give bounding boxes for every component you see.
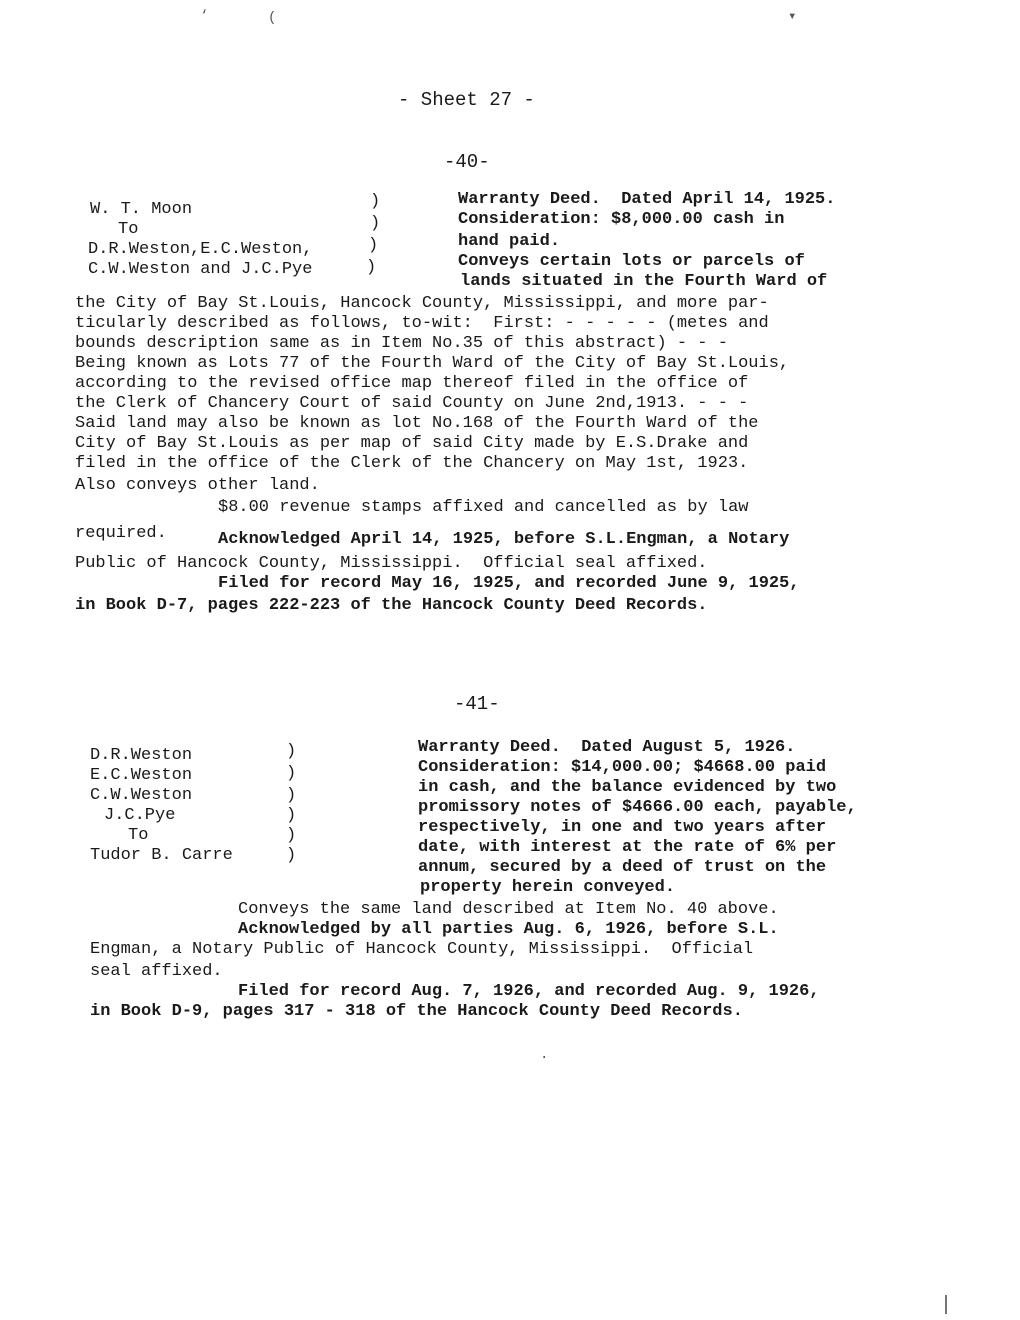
summary-line: promissory notes of $4666.00 each, payable, xyxy=(418,798,857,817)
grantor-line: J.C.Pye xyxy=(104,806,176,825)
bracket: ) xyxy=(286,806,297,825)
bracket: ) xyxy=(370,214,381,233)
summary-line: annum, secured by a deed of trust on the xyxy=(418,858,827,877)
summary-line: property herein conveyed. xyxy=(420,878,676,897)
summary-line: hand paid. xyxy=(458,232,561,251)
body-line: filed in the office of the Clerk of the Chancery on May 1st, 1923. xyxy=(75,454,749,473)
grantor-line: C.W.Weston xyxy=(90,786,193,805)
entry-number: -41- xyxy=(454,693,500,715)
grantee-line: Tudor B. Carre xyxy=(90,846,233,865)
body-line: Also conveys other land. xyxy=(75,476,320,495)
body-line: $8.00 revenue stamps affixed and cancelled as by law xyxy=(218,498,749,517)
summary-line: respectively, in one and two years after xyxy=(418,818,827,837)
summary-line: Warranty Deed. Dated August 5, 1926. xyxy=(418,738,796,757)
body-line: in Book D-9, pages 317 - 318 of the Hancock County Deed Records. xyxy=(90,1002,743,1021)
grantor-line: W. T. Moon xyxy=(90,200,193,219)
body-line: Said land may also be known as lot No.168 of the Fourth Ward of the xyxy=(75,414,759,433)
grantee-line: D.R.Weston,E.C.Weston, xyxy=(88,240,313,259)
bracket: ) xyxy=(286,846,297,865)
summary-line: Consideration: $8,000.00 cash in xyxy=(458,210,785,229)
summary-line: date, with interest at the rate of 6% per xyxy=(418,838,837,857)
summary-line: Warranty Deed. Dated April 14, 1925. xyxy=(458,190,836,209)
grantee-line: C.W.Weston and J.C.Pye xyxy=(88,260,313,279)
body-line: Acknowledged April 14, 1925, before S.L.Engman, a Notary xyxy=(218,530,790,549)
body-line: Engman, a Notary Public of Hancock County, Mississippi. Official xyxy=(90,940,754,959)
summary-line: Consideration: $14,000.00; $4668.00 paid xyxy=(418,758,827,777)
stray-mark: ▾ xyxy=(788,9,797,25)
sheet-header: - Sheet 27 - xyxy=(398,89,535,111)
bracket: ) xyxy=(286,764,297,783)
body-line: required. xyxy=(75,524,167,543)
stray-mark: ( xyxy=(268,10,277,26)
bracket: ) xyxy=(286,786,297,805)
stray-mark: ‘ xyxy=(200,8,209,24)
bracket: ) xyxy=(370,192,381,211)
body-line: Being known as Lots 77 of the Fourth Ward of the City of Bay St.Louis, xyxy=(75,354,790,373)
body-line: seal affixed. xyxy=(90,962,223,981)
stray-mark: | xyxy=(940,1294,953,1317)
body-line: according to the revised office map thereof filed in the office of xyxy=(75,374,749,393)
body-line: bounds description same as in Item No.35 of this abstract) - - - xyxy=(75,334,728,353)
body-line: Acknowledged by all parties Aug. 6, 1926, before S.L. xyxy=(238,920,779,939)
body-line: Conveys the same land described at Item No. 40 above. xyxy=(238,900,779,919)
to-line: To xyxy=(118,220,139,239)
bracket: ) xyxy=(286,742,297,761)
body-line: the Clerk of Chancery Court of said County on June 2nd,1913. - - - xyxy=(75,394,749,413)
body-line: City of Bay St.Louis as per map of said City made by E.S.Drake and xyxy=(75,434,749,453)
bracket: ) xyxy=(286,826,297,845)
summary-line: in cash, and the balance evidenced by two xyxy=(418,778,837,797)
body-line: ticularly described as follows, to-wit: First: - - - - - (metes and xyxy=(75,314,769,333)
body-line: Public of Hancock County, Mississippi. Official seal affixed. xyxy=(75,554,708,573)
stray-mark: · xyxy=(540,1050,549,1066)
body-line: Filed for record May 16, 1925, and recorded June 9, 1925, xyxy=(218,574,800,593)
entry-number: -40- xyxy=(444,151,490,173)
bracket: ) xyxy=(366,258,377,277)
summary-line: lands situated in the Fourth Ward of xyxy=(460,272,828,291)
body-line: in Book D-7, pages 222-223 of the Hancock County Deed Records. xyxy=(75,596,708,615)
body-line: Filed for record Aug. 7, 1926, and recorded Aug. 9, 1926, xyxy=(238,982,820,1001)
bracket: ) xyxy=(368,236,379,255)
grantor-line: D.R.Weston xyxy=(90,746,193,765)
body-line: the City of Bay St.Louis, Hancock County, Mississippi, and more par- xyxy=(75,294,769,313)
grantor-line: E.C.Weston xyxy=(90,766,193,785)
summary-line: Conveys certain lots or parcels of xyxy=(458,252,805,271)
to-line: To xyxy=(128,826,149,845)
